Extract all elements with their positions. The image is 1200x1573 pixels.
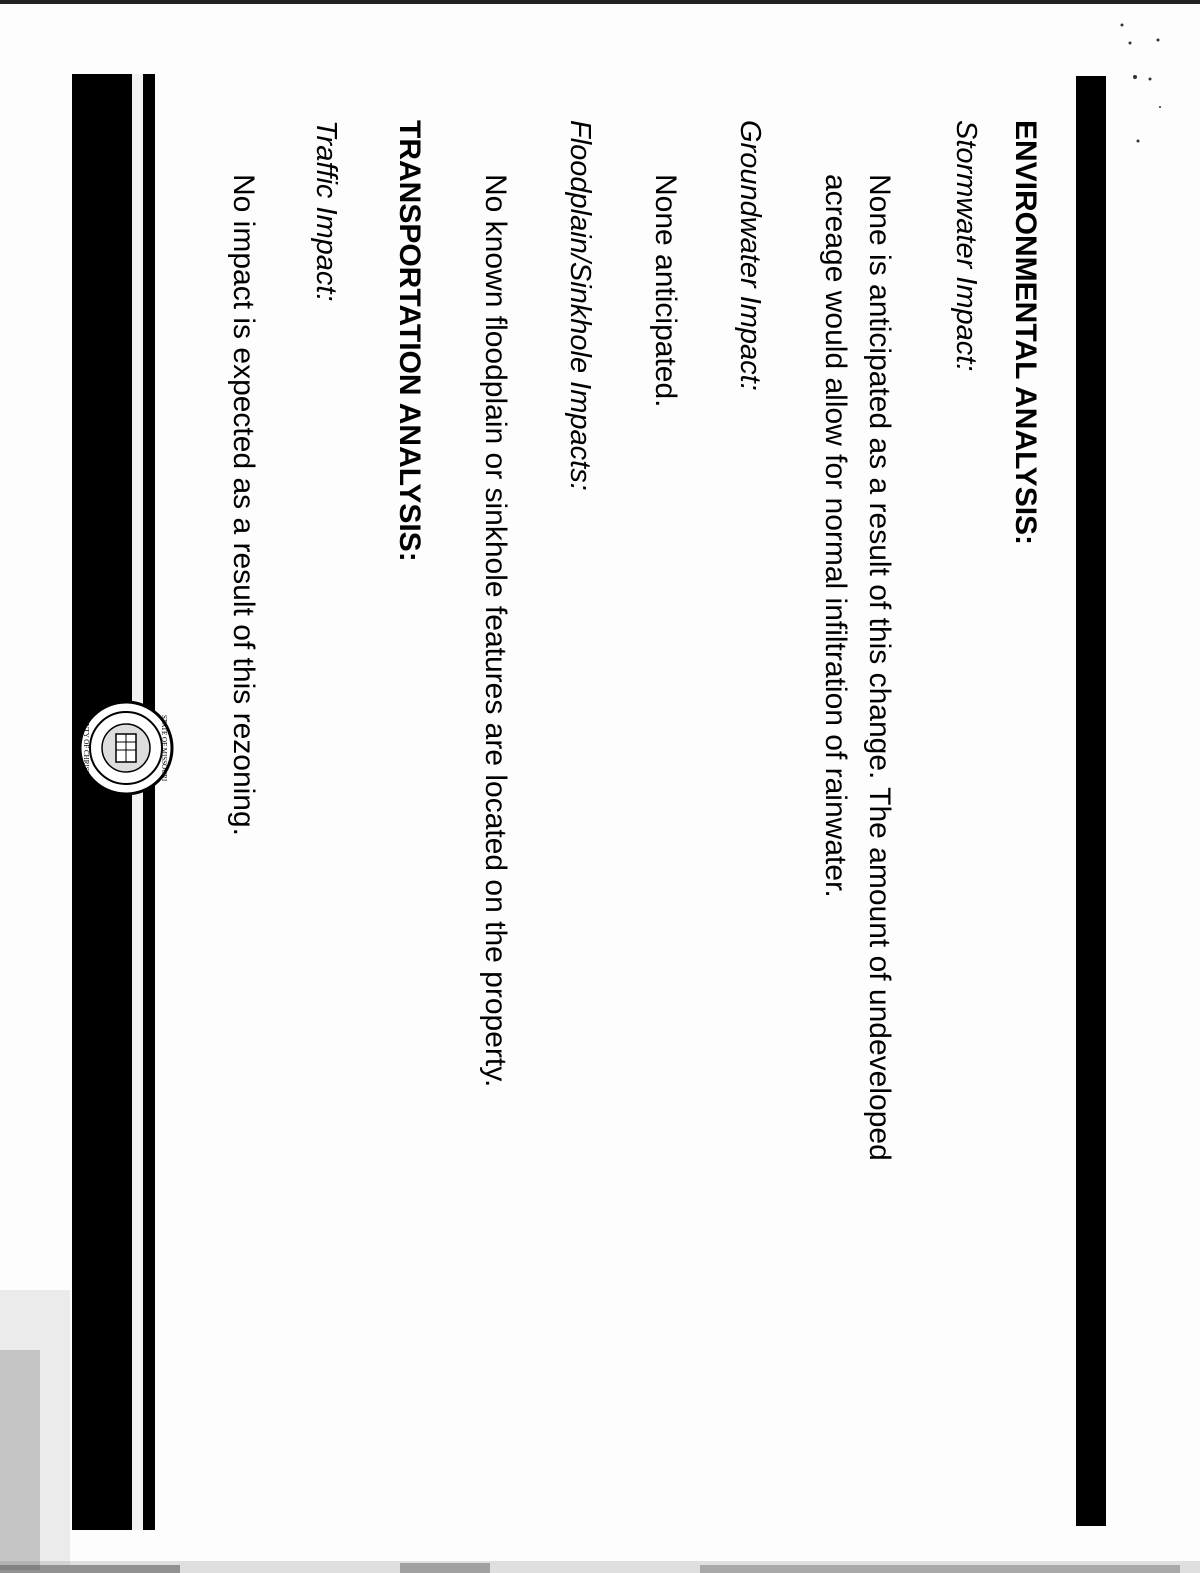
slide-top-bar: [1076, 76, 1106, 1526]
scan-noise-bottom: [0, 1523, 1200, 1573]
stormwater-line1: None is anticipated as a result of this change. The amount of undeveloped: [863, 174, 896, 1161]
seal-text-bottom: COUNTY OF CHRISTIAN: [82, 708, 90, 788]
county-seal-icon: [78, 700, 174, 796]
slide-bottom-bar-thick: [72, 74, 132, 1530]
stormwater-title: Stormwater Impact:: [950, 120, 982, 372]
slide-bottom-bar-gap: [132, 74, 143, 1530]
environmental-heading: ENVIRONMENTAL ANALYSIS:: [1009, 120, 1042, 546]
floodplain-text: No known floodplain or sinkhole features are located on the property.: [479, 174, 512, 1088]
traffic-text: No impact is expected as a result of this rezoning.: [227, 174, 260, 836]
groundwater-title: Groundwater Impact:: [734, 120, 766, 391]
stormwater-line2: acreage would allow for normal infiltration of rainwater.: [819, 174, 852, 898]
slide-bottom-bar-thin: [143, 74, 155, 1530]
groundwater-text: None anticipated.: [649, 174, 682, 408]
scan-top-edge: [0, 0, 1200, 4]
floodplain-title: Floodplain/Sinkhole Impacts:: [564, 120, 596, 491]
transportation-heading: TRANSPORTATION ANALYSIS:: [393, 120, 426, 562]
scan-noise-left: [0, 1290, 70, 1573]
scan-specks: [1110, 15, 1180, 155]
traffic-title: Traffic Impact:: [310, 120, 342, 302]
seal-text-top: STATE OF MISSOURI: [160, 714, 168, 782]
